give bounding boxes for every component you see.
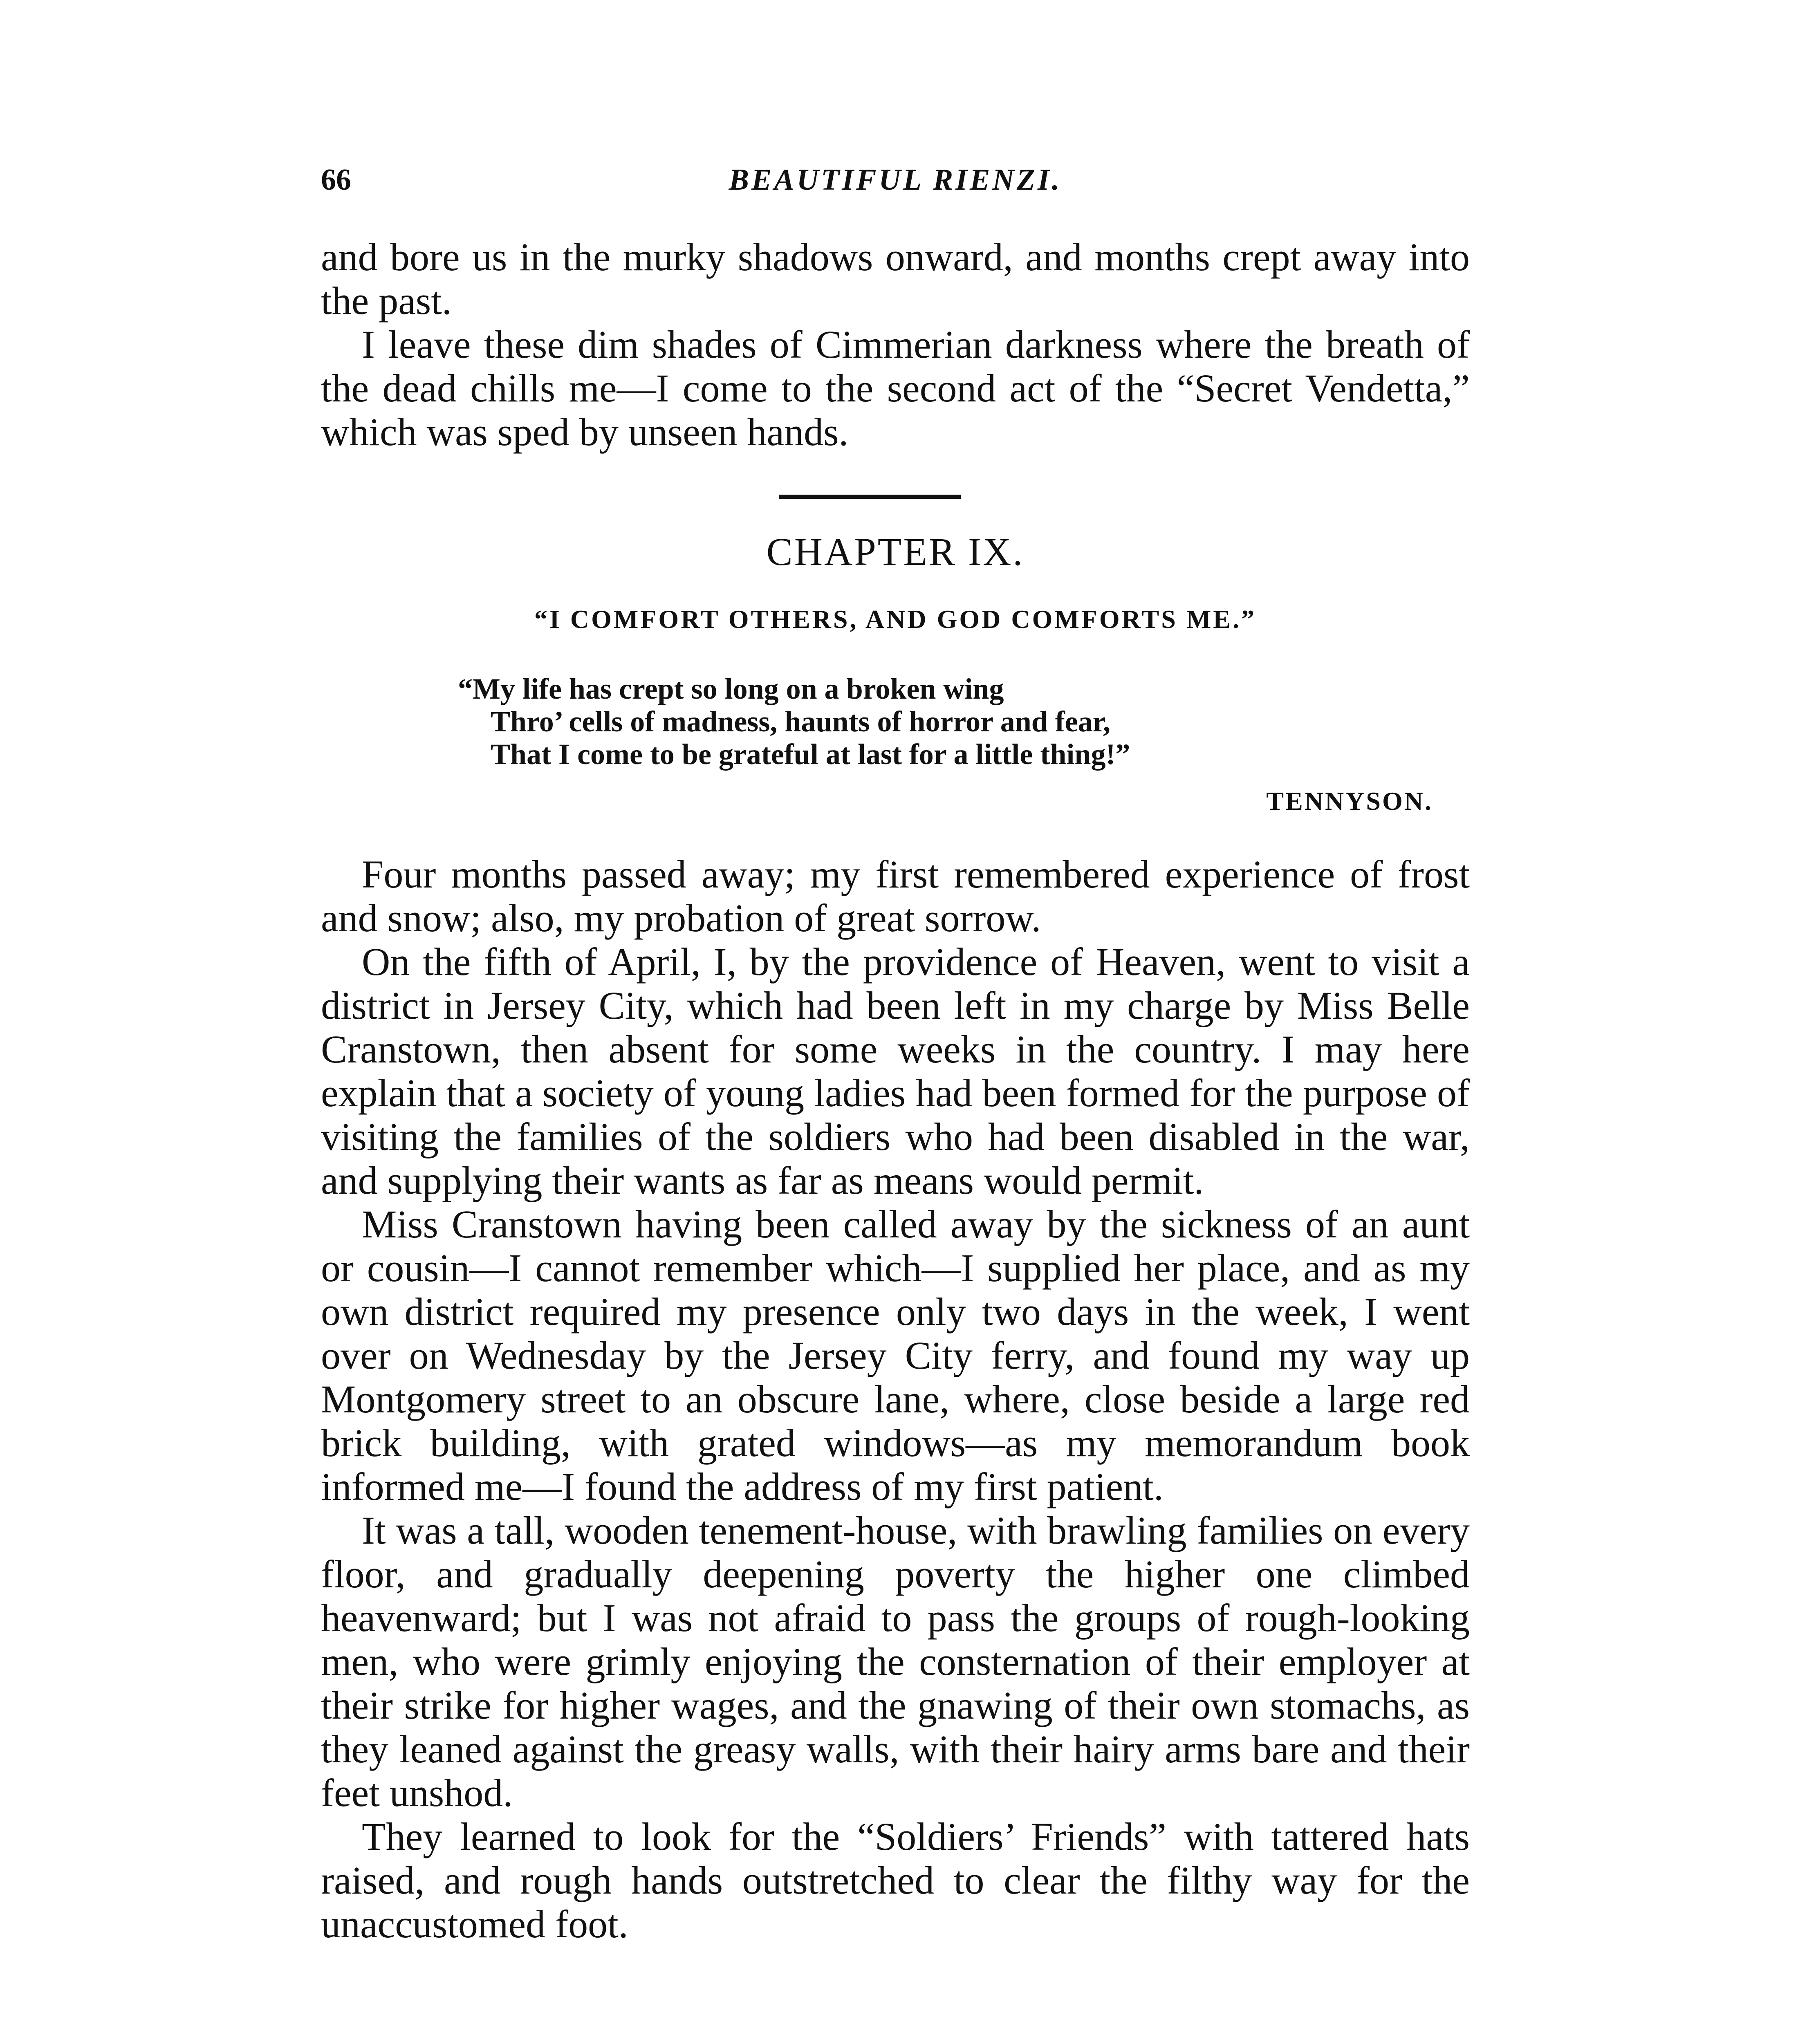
epigraph-line: Thro’ cells of madness, haunts of horror and fear, — [491, 705, 1111, 738]
paragraph: I leave these dim shades of Cimmerian darkness where the breath of the dead chills me—I come to the second act of the “Secret Vendetta,” which was sped by unseen hands. — [321, 323, 1470, 454]
chapter-title: CHAPTER IX. — [766, 530, 1025, 574]
paragraph: Four months passed away; my first remembered experience of frost and snow; also, my probation of great sorrow. — [321, 852, 1470, 940]
page-header — [321, 161, 1470, 198]
epigraph-line: “My life has crept so long on a broken wing — [458, 672, 1004, 705]
epigraph-line: That I come to be grateful at last for a little thing!” — [491, 738, 1130, 771]
chapter-body — [321, 852, 1470, 1946]
opening-text — [321, 235, 1470, 454]
paragraph: On the fifth of April, I, by the providence of Heaven, went to visit a district in Jersey City, which had been left in my charge by Miss Belle Cranstown, then absent for some weeks in the country. I may here explain that a society of young ladies had been formed for the purpose of visiting the families of the soldiers who had been disabled in the war, and supplying their wants as far as means would permit. — [321, 940, 1470, 1202]
page-number: 66 — [321, 163, 351, 197]
epigraph-attribution: TENNYSON. — [1266, 787, 1433, 816]
paragraph: and bore us in the murky shadows onward, and months crept away into the past. — [321, 235, 1470, 323]
section-divider — [779, 495, 961, 499]
paragraph: They learned to look for the “Soldiers’ Friends” with tattered hats raised, and rough hands outstretched to clear the filthy way for the unaccustomed foot. — [321, 1815, 1470, 1946]
running-title: BEAUTIFUL RIENZI. — [729, 163, 1062, 197]
paragraph: Miss Cranstown having been called away by the sickness of an aunt or cousin—I cannot remember which—I supplied her place, and as my own district required my presence only two days in the week, I went over on Wednesday by the Jersey City ferry, and found my way up Montgomery street to an obscure lane, where, close beside a large red brick building, with grated windows—as my memorandum book informed me—I found the address of my first patient. — [321, 1202, 1470, 1508]
chapter-subtitle: “I COMFORT OTHERS, AND GOD COMFORTS ME.” — [534, 605, 1256, 634]
paragraph: It was a tall, wooden tenement-house, with brawling families on every floor, and gradually deepening poverty the higher one climbed heavenward; but I was not afraid to pass the groups of rough-looking men, who were grimly enjoying the consternation of their employer at their strike for higher wages, and the gnawing of their own stomachs, as they leaned against the greasy walls, with their hairy arms bare and their feet unshod. — [321, 1508, 1470, 1815]
epigraph — [458, 672, 1439, 771]
